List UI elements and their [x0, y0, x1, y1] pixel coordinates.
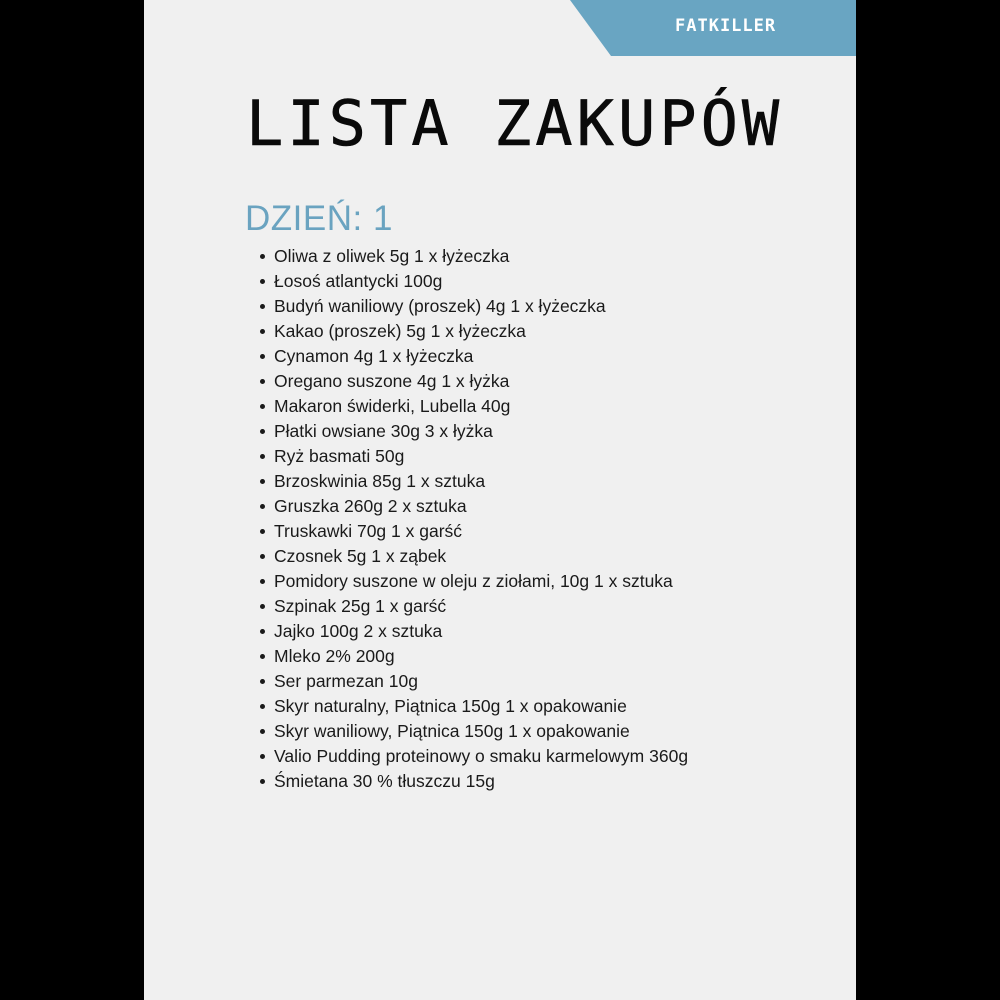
bullet-icon — [260, 779, 265, 784]
shopping-list — [256, 244, 688, 794]
bullet-icon — [260, 404, 265, 409]
list-item — [274, 669, 688, 694]
list-item-text: Czosnek 5g 1 x ząbek — [274, 546, 447, 566]
list-item — [274, 469, 688, 494]
bullet-icon — [260, 679, 265, 684]
list-item — [274, 719, 688, 744]
list-item — [274, 294, 688, 319]
list-item — [274, 769, 688, 794]
bullet-icon — [260, 579, 265, 584]
list-item-text: Płatki owsiane 30g 3 x łyżka — [274, 421, 493, 441]
list-item — [274, 269, 688, 294]
bullet-icon — [260, 629, 265, 634]
list-item-text: Skyr naturalny, Piątnica 150g 1 x opakowanie — [274, 696, 627, 716]
list-item — [274, 369, 688, 394]
list-item — [274, 644, 688, 669]
bullet-icon — [260, 429, 265, 434]
list-item — [274, 344, 688, 369]
brand-label: FATKILLER — [675, 16, 777, 36]
bullet-icon — [260, 504, 265, 509]
list-item — [274, 744, 688, 769]
bullet-icon — [260, 554, 265, 559]
list-item — [274, 394, 688, 419]
bullet-icon — [260, 704, 265, 709]
list-item — [274, 619, 688, 644]
bullet-icon — [260, 254, 265, 259]
list-item — [274, 494, 688, 519]
bullet-icon — [260, 604, 265, 609]
list-item — [274, 544, 688, 569]
bullet-icon — [260, 304, 265, 309]
bullet-icon — [260, 529, 265, 534]
document-page — [144, 0, 856, 1000]
list-item-text: Oregano suszone 4g 1 x łyżka — [274, 371, 510, 391]
bullet-icon — [260, 654, 265, 659]
bullet-icon — [260, 729, 265, 734]
list-item-text: Łosoś atlantycki 100g — [274, 271, 443, 291]
list-item-text: Cynamon 4g 1 x łyżeczka — [274, 346, 474, 366]
list-item-text: Ryż basmati 50g — [274, 446, 405, 466]
list-item-text: Makaron świderki, Lubella 40g — [274, 396, 511, 416]
list-item-text: Oliwa z oliwek 5g 1 x łyżeczka — [274, 246, 510, 266]
page-title: LISTA ZAKUPÓW — [246, 87, 784, 160]
bullet-icon — [260, 754, 265, 759]
list-item-text: Brzoskwinia 85g 1 x sztuka — [274, 471, 486, 491]
list-item — [274, 319, 688, 344]
list-item-text: Gruszka 260g 2 x sztuka — [274, 496, 467, 516]
list-item — [274, 694, 688, 719]
bullet-icon — [260, 454, 265, 459]
list-item — [274, 569, 688, 594]
list-item — [274, 594, 688, 619]
bullet-icon — [260, 329, 265, 334]
list-item — [274, 419, 688, 444]
list-item-text: Mleko 2% 200g — [274, 646, 395, 666]
list-item-text: Śmietana 30 % tłuszczu 15g — [274, 771, 495, 791]
day-heading: DZIEŃ: 1 — [245, 199, 393, 238]
bullet-icon — [260, 479, 265, 484]
list-item-text: Valio Pudding proteinowy o smaku karmelowym 360g — [274, 746, 689, 766]
bullet-icon — [260, 379, 265, 384]
list-item — [274, 244, 688, 269]
list-item-text: Budyń waniliowy (proszek) 4g 1 x łyżeczka — [274, 296, 606, 316]
list-item-text: Pomidory suszone w oleju z ziołami, 10g 1 x sztuka — [274, 571, 673, 591]
list-item-text: Szpinak 25g 1 x garść — [274, 596, 447, 616]
bullet-icon — [260, 354, 265, 359]
list-item-text: Ser parmezan 10g — [274, 671, 418, 691]
list-item-text: Truskawki 70g 1 x garść — [274, 521, 463, 541]
list-item-text: Skyr waniliowy, Piątnica 150g 1 x opakowanie — [274, 721, 630, 741]
list-item-text: Jajko 100g 2 x sztuka — [274, 621, 443, 641]
list-item — [274, 519, 688, 544]
list-item — [274, 444, 688, 469]
list-item-text: Kakao (proszek) 5g 1 x łyżeczka — [274, 321, 526, 341]
bullet-icon — [260, 279, 265, 284]
